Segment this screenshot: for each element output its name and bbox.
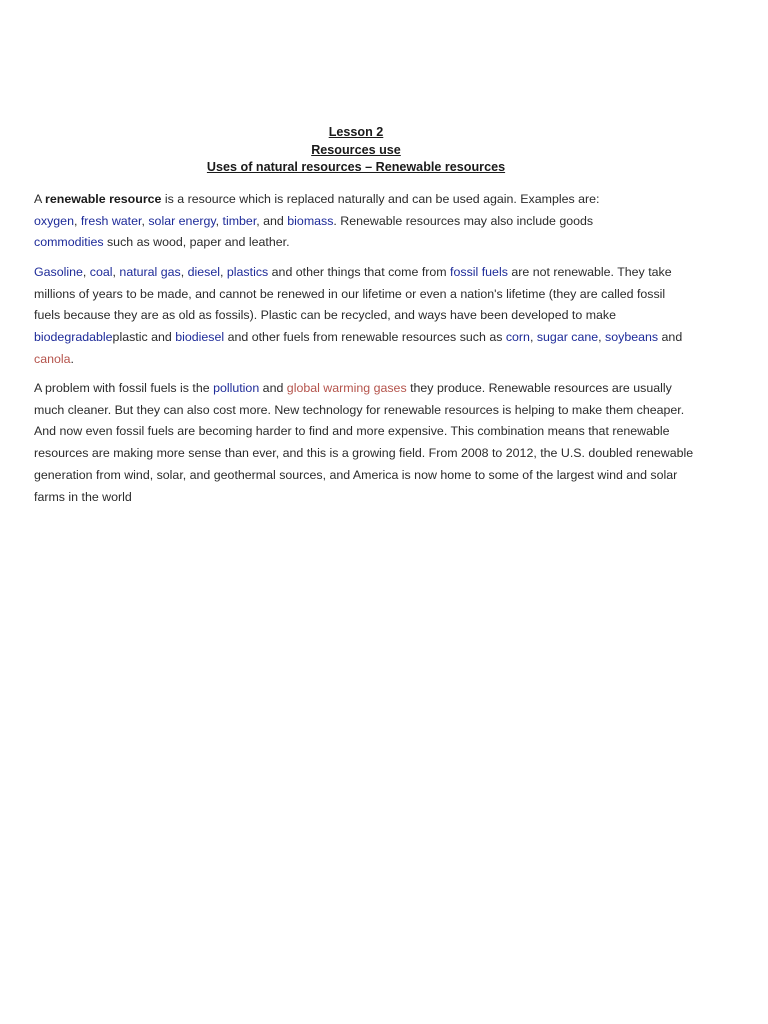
term-renewable-resource: renewable resource xyxy=(45,192,162,206)
text-run: A xyxy=(34,192,46,206)
link-pollution[interactable]: pollution xyxy=(213,381,260,395)
link-fossil-fuels[interactable]: fossil fuels xyxy=(450,265,508,279)
text-run: , xyxy=(141,213,149,228)
link-biomass[interactable]: biomass xyxy=(287,213,334,228)
text-run: and other fuels from renewable resources such as xyxy=(224,330,506,345)
text-run: , xyxy=(180,265,188,279)
text-run: , xyxy=(112,265,120,279)
text-run: , and xyxy=(256,213,288,228)
text-run: , xyxy=(73,213,81,228)
page-title: Uses of natural resources – Renewable resources xyxy=(206,160,506,174)
link-soybeans[interactable]: soybeans xyxy=(605,330,659,345)
link-canola[interactable]: canola xyxy=(34,351,71,366)
link-commodities[interactable]: commodities xyxy=(34,235,104,250)
text-run: is a resource which is replaced naturally and can be used again. Examples are: xyxy=(161,192,600,206)
text-run: and xyxy=(658,330,683,345)
text-run: , xyxy=(598,330,606,345)
text-run: and xyxy=(259,381,287,395)
lesson-number: Lesson 2 xyxy=(328,125,384,139)
text-run: and other things that come from xyxy=(268,265,451,279)
paragraph-fossil-fuel-problems xyxy=(34,378,694,508)
link-diesel[interactable]: diesel xyxy=(187,265,220,279)
text-run: . xyxy=(70,351,74,366)
text-run: such as wood, paper and leather. xyxy=(103,235,290,250)
link-biodiesel[interactable]: biodiesel xyxy=(175,330,225,345)
link-gasoline[interactable]: Gasoline xyxy=(34,265,83,279)
text-run: A problem with fossil fuels is the xyxy=(34,381,214,395)
heading-block xyxy=(34,124,678,177)
link-plastics[interactable]: plastics xyxy=(226,265,269,279)
link-oxygen[interactable]: oxygen xyxy=(34,213,74,228)
text-run: plastic and xyxy=(112,330,176,345)
link-corn[interactable]: corn xyxy=(505,330,530,345)
text-run: , xyxy=(215,213,223,228)
text-run: , xyxy=(82,265,90,279)
section-subtitle: Resources use xyxy=(311,142,401,157)
link-sugar-cane[interactable]: sugar cane xyxy=(536,330,599,345)
text-run: . Renewable resources may also include goods xyxy=(333,213,594,228)
link-global-warming-gases[interactable]: global warming gases xyxy=(286,381,407,395)
text-run: they produce. Renewable resources are usually much cleaner. But they can also cost more. New technology for renewable resources is helping to make them cheaper. And now even fossil fuels are becoming harder to find and more expensive. This combination means that renewable resources are making more sense than ever, and this is a growing field. From 2008 to 2012, the U.S. doubled renewable generation from wind, solar, and geothermal sources, and America is now home to some of the largest wind and solar farms in the world xyxy=(34,381,694,504)
link-timber[interactable]: timber xyxy=(222,213,257,228)
link-fresh-water[interactable]: fresh water xyxy=(80,213,142,228)
paragraph-non-renewable xyxy=(34,262,684,371)
link-coal[interactable]: coal xyxy=(89,265,113,279)
link-natural-gas[interactable]: natural gas xyxy=(119,265,181,279)
text-run: are not renewable. They take millions of years to be made, and cannot be renewed in our lifetime or even a nation's lifetime (they are called fossil fuels because they are as old as fossils). Plastic can be recycled, and ways have been developed to make xyxy=(34,265,672,323)
link-biodegradable[interactable]: biodegradable xyxy=(34,330,113,345)
text-run: , xyxy=(220,265,227,279)
link-solar-energy[interactable]: solar energy xyxy=(148,213,216,228)
text-run: , xyxy=(529,330,537,345)
paragraph-renewable-definition xyxy=(34,189,614,254)
